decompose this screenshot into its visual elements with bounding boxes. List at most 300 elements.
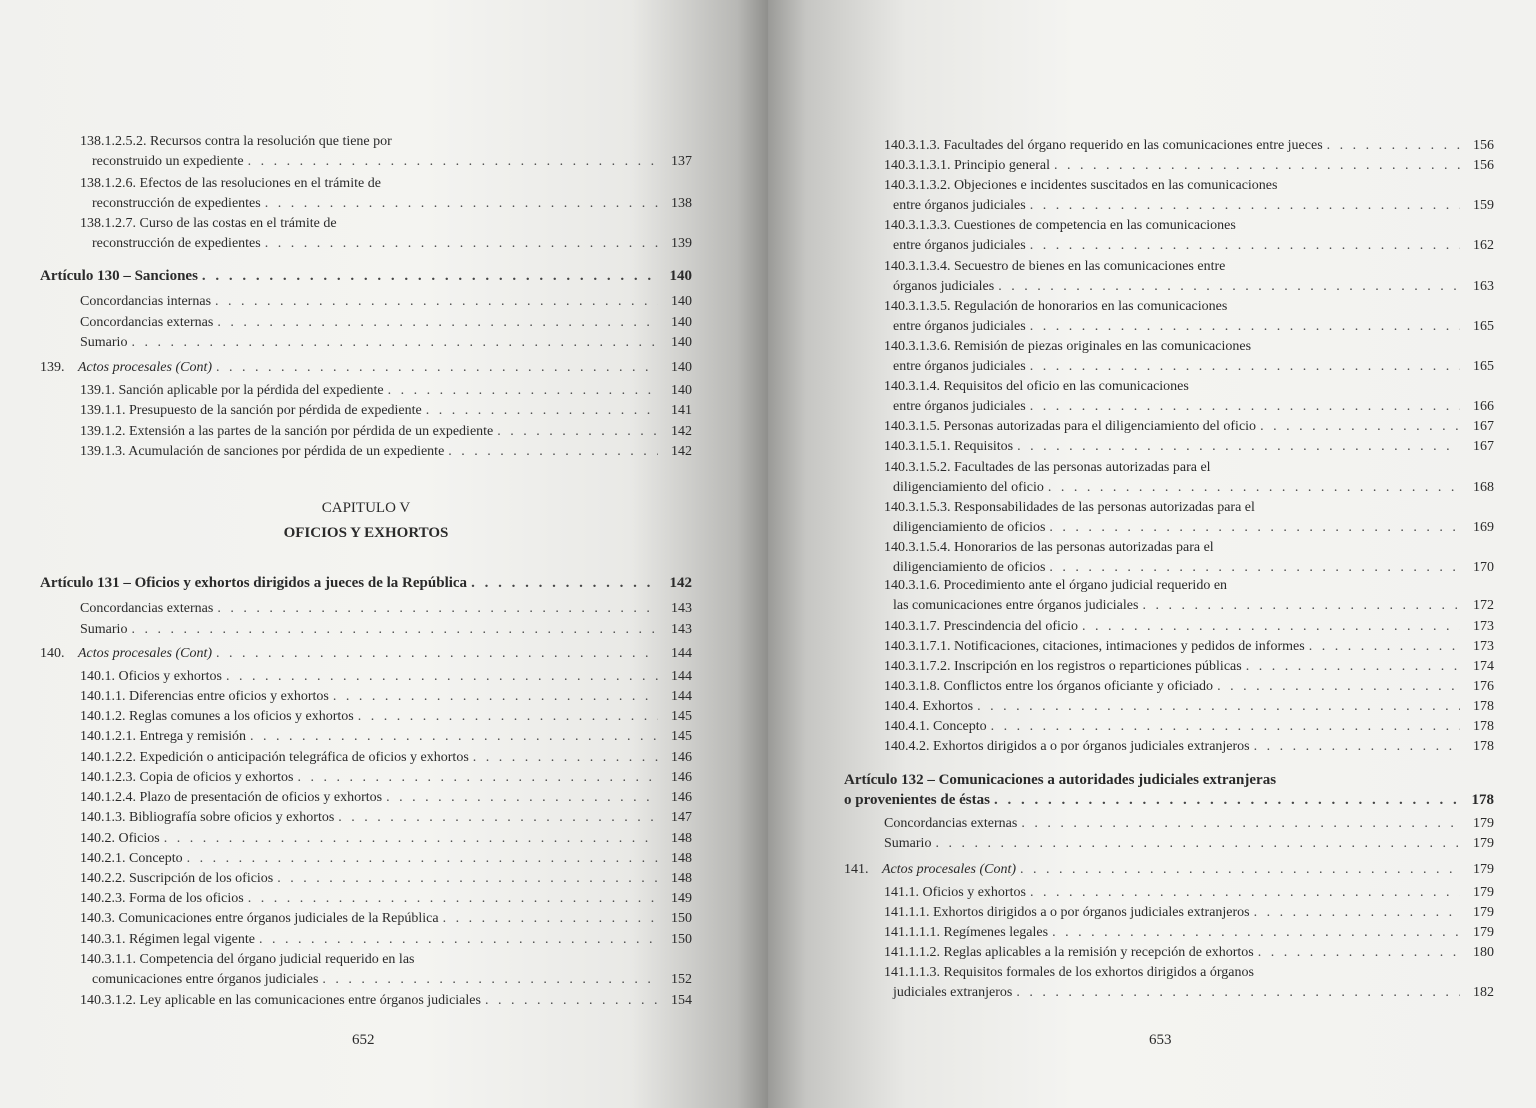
toc-page-number: 137 <box>671 154 692 169</box>
toc-entry-text: Actos procesales (Cont) <box>78 646 213 661</box>
toc-entry-text: 140.2.2. Suscripción de los oficios <box>80 871 274 886</box>
toc-page-number: 156 <box>1473 138 1494 153</box>
toc-entry-text: 139.1.2. Extensión a las partes de la sanción por pérdida de un expediente <box>80 424 494 439</box>
toc-entry <box>844 377 1494 397</box>
toc-entry-text: Actos procesales (Cont) <box>882 862 1017 877</box>
toc-entry <box>40 266 692 286</box>
toc-page-number: 146 <box>671 770 692 785</box>
toc-entry <box>40 194 692 214</box>
toc-entry-title <box>893 317 1026 337</box>
toc-entry <box>844 498 1494 518</box>
dot-leader <box>1327 136 1460 156</box>
toc-entry-text: 140.4.2. Exhortos dirigidos a o por órganos judiciales extranjeros <box>884 739 1250 754</box>
toc-page-number: 145 <box>671 709 692 724</box>
dot-leader <box>250 727 658 747</box>
toc-page-number: 167 <box>1473 439 1494 454</box>
toc-page-number: 176 <box>1473 679 1494 694</box>
toc-entry-text: 140.3.1.3.6. Remisión de piezas originales en las comunicaciones <box>884 339 1252 354</box>
toc-entry <box>40 152 692 172</box>
dot-leader <box>1030 357 1460 377</box>
toc-entry-text: reconstruido un expediente <box>92 154 244 169</box>
toc-entry-title <box>80 829 160 849</box>
dot-leader <box>1017 437 1460 457</box>
toc-entry-text: 140.1.1. Diferencias entre oficios y exhortos <box>80 689 329 704</box>
toc-entry-title <box>884 737 1250 757</box>
toc-entry-title <box>893 983 1012 1003</box>
toc-entry <box>40 214 692 234</box>
toc-page-number: 140 <box>671 294 692 309</box>
dot-leader <box>358 707 658 727</box>
toc-entry-title <box>40 266 198 286</box>
toc-entry-text: diligenciamiento de oficios <box>893 560 1046 575</box>
dot-leader <box>1030 397 1460 417</box>
toc-entry-text: órganos judiciales <box>893 279 995 294</box>
toc-entry-text: 140.1. Oficios y exhortos <box>80 669 222 684</box>
toc-entry-title <box>893 478 1044 498</box>
toc-entry-title <box>893 558 1045 578</box>
toc-page-number: 139 <box>671 236 692 251</box>
chapter-label: CAPITULO V <box>321 500 411 516</box>
toc-entry <box>40 889 692 909</box>
toc-entry-text: 140.3.1.3.4. Secuestro de bienes en las comunicaciones entre <box>884 259 1226 274</box>
toc-entry-text: 140.3.1.5.2. Facultades de las personas autorizadas para el <box>884 460 1211 475</box>
toc-entry <box>40 768 692 788</box>
toc-entry <box>844 196 1494 216</box>
toc-entry-title <box>80 889 244 909</box>
toc-entry-text: 140.3.1.3. Facultades del órgano requerido en las comunicaciones entre jueces <box>884 138 1323 153</box>
toc-entry-title <box>80 788 382 808</box>
toc-page-number: 179 <box>1473 816 1494 831</box>
toc-page-number: 166 <box>1473 399 1494 414</box>
toc-entry-title <box>80 214 337 234</box>
toc-page-number: 142 <box>671 444 692 459</box>
toc-entry-text: Concordancias externas <box>80 315 214 330</box>
toc-entry-title <box>893 357 1026 377</box>
toc-entry-text: 140.3.1.3.1. Principio general <box>884 158 1051 173</box>
toc-entry-title <box>884 257 1225 277</box>
toc-entry-text: 140.1.2.3. Copia de oficios y exhortos <box>80 770 294 785</box>
toc-entry-title <box>884 883 1026 903</box>
toc-entry-title <box>80 727 246 747</box>
toc-entry-text: 140.3.1.2. Ley aplicable en las comunicaciones entre órganos judiciales <box>80 993 481 1008</box>
toc-page-number: 165 <box>1473 359 1494 374</box>
dot-leader <box>333 687 658 707</box>
toc-page-number: 140 <box>671 360 692 375</box>
toc-entry-text: 140.2.1. Concepto <box>80 851 183 866</box>
toc-entry-text: 141.1. Oficios y exhortos <box>884 885 1026 900</box>
toc-page-number: 159 <box>1473 198 1494 213</box>
toc-entry <box>844 883 1494 903</box>
toc-entry <box>40 442 692 462</box>
toc-entry-text: Concordancias externas <box>80 601 214 616</box>
toc-entry <box>40 358 692 378</box>
toc-entry-title <box>80 950 414 970</box>
dot-leader <box>1052 923 1460 943</box>
toc-page-number: 179 <box>1473 836 1494 851</box>
toc-page-number: 179 <box>1473 905 1494 920</box>
toc-entry <box>844 963 1494 983</box>
toc-entry <box>844 538 1494 558</box>
toc-page-number: 148 <box>671 851 692 866</box>
toc-entry <box>844 697 1494 717</box>
toc-entry-text: 141.1.1. Exhortos dirigidos a o por órganos judiciales extranjeros <box>884 905 1250 920</box>
toc-entry <box>844 337 1494 357</box>
toc-entry-title <box>80 748 469 768</box>
toc-entry-title <box>884 617 1078 637</box>
toc-page-number: 138 <box>671 196 692 211</box>
toc-entry <box>844 834 1494 854</box>
toc-entry-title <box>884 156 1050 176</box>
toc-entry-text: 139.1. Sanción aplicable por la pérdida del expediente <box>80 383 384 398</box>
toc-entry-title <box>884 216 1236 236</box>
dot-leader <box>265 194 658 214</box>
toc-entry-text: las comunicaciones entre órganos judiciales <box>893 598 1139 613</box>
dot-leader <box>265 234 658 254</box>
toc-entry-text: 140.3.1.7. Prescindencia del oficio <box>884 619 1079 634</box>
dot-leader <box>935 834 1460 854</box>
toc-entry <box>40 808 692 828</box>
toc-entry-text: 140.1.2. Reglas comunes a los oficios y exhortos <box>80 709 354 724</box>
toc-entry <box>40 869 692 889</box>
toc-entry-title <box>80 174 381 194</box>
toc-page-number: 146 <box>671 790 692 805</box>
toc-entry-title <box>80 707 354 727</box>
toc-entry <box>844 518 1494 538</box>
toc-entry <box>844 417 1494 437</box>
toc-entry <box>844 983 1494 1003</box>
toc-entry <box>40 313 692 333</box>
toc-entry-title <box>80 991 481 1011</box>
toc-entry-text: 140.3.1.5.1. Requisitos <box>884 439 1014 454</box>
toc-entry-text: 138.1.2.5.2. Recursos contra la resolución que tiene por <box>80 134 392 149</box>
toc-entry <box>844 903 1494 923</box>
dot-leader <box>977 697 1460 717</box>
toc-entry-text: 140.3.1.6. Procedimiento ante el órgano judicial requerido en <box>884 578 1228 593</box>
toc-page-number: 144 <box>671 669 692 684</box>
toc-entry <box>40 234 692 254</box>
toc-entry <box>40 707 692 727</box>
toc-entry-title <box>884 677 1213 697</box>
toc-entry-title <box>92 152 244 172</box>
toc-page-number: 140 <box>671 335 692 350</box>
dot-leader <box>187 849 658 869</box>
dot-leader <box>216 358 658 378</box>
dot-leader <box>1309 637 1460 657</box>
toc-entry-title <box>893 518 1045 538</box>
toc-entry-text: 140.4. Exhortos <box>884 699 974 714</box>
toc-entry-title <box>884 834 931 854</box>
toc-entry-title <box>80 381 384 401</box>
toc-entry-title <box>80 620 127 640</box>
toc-entry-title <box>80 292 211 312</box>
toc-entry-title <box>884 903 1250 923</box>
toc-entry <box>844 860 1494 880</box>
toc-page-number: 142 <box>671 424 692 439</box>
dot-leader <box>131 333 658 353</box>
toc-entry-text: 139.1.1. Presupuesto de la sanción por pérdida de expediente <box>80 403 422 418</box>
toc-entry <box>844 596 1494 616</box>
toc-entry-text: entre órganos judiciales <box>893 359 1026 374</box>
toc-entry-title <box>80 667 222 687</box>
dot-leader <box>1030 317 1460 337</box>
toc-entry-text: 141.1.1.1. Regímenes legales <box>884 925 1049 940</box>
dot-leader <box>1030 236 1460 256</box>
toc-entry <box>844 257 1494 277</box>
dot-leader <box>164 829 658 849</box>
dot-leader <box>322 970 658 990</box>
toc-entry-text: 140.3.1.5.3. Responsabilidades de las personas autorizadas para el <box>884 500 1255 515</box>
dot-leader <box>1016 983 1460 1003</box>
dot-leader <box>386 788 658 808</box>
toc-entry-text: entre órganos judiciales <box>893 399 1026 414</box>
toc-page-number: 172 <box>1473 598 1494 613</box>
toc-entry-title <box>893 596 1138 616</box>
dot-leader <box>473 748 658 768</box>
toc-entry-number: 139. <box>40 360 65 375</box>
toc-entry <box>844 176 1494 196</box>
toc-page-number: 162 <box>1473 238 1494 253</box>
toc-entry-title <box>884 498 1255 518</box>
toc-entry <box>844 814 1494 834</box>
toc-page-number: 178 <box>1471 792 1494 808</box>
toc-entry <box>40 422 692 442</box>
toc-page-number: 173 <box>1473 619 1494 634</box>
dot-leader <box>259 930 658 950</box>
page-number-left: 652 <box>352 1032 375 1048</box>
toc-entry <box>40 573 692 593</box>
toc-entry <box>844 437 1494 457</box>
toc-page-number: 148 <box>671 871 692 886</box>
toc-entry-title <box>80 442 444 462</box>
toc-entry-title <box>884 417 1256 437</box>
toc-page-number: 140 <box>671 315 692 330</box>
dot-leader <box>998 277 1460 297</box>
toc-entry-title <box>80 132 392 152</box>
toc-entry <box>844 770 1494 790</box>
toc-entry <box>40 620 692 640</box>
toc-entry-text: 140.4.1. Concepto <box>884 719 987 734</box>
right-page <box>768 0 1536 1108</box>
dot-leader <box>443 909 658 929</box>
dot-leader <box>1082 617 1460 637</box>
toc-entry <box>40 748 692 768</box>
toc-entry-text: 139.1.3. Acumulación de sanciones por pérdida de un expediente <box>80 444 445 459</box>
dot-leader <box>388 381 658 401</box>
toc-entry-text: diligenciamiento de oficios <box>893 520 1046 535</box>
toc-entry-title <box>40 644 212 664</box>
toc-entry <box>844 458 1494 478</box>
toc-entry-title <box>80 909 439 929</box>
dot-leader <box>994 790 1460 810</box>
toc-entry <box>844 657 1494 677</box>
dot-leader <box>217 599 658 619</box>
dot-leader <box>471 573 658 593</box>
toc-entry-title <box>884 176 1277 196</box>
toc-entry-text: reconstrucción de expedientes <box>92 196 261 211</box>
toc-entry <box>40 174 692 194</box>
toc-entry-text: 138.1.2.7. Curso de las costas en el trámite de <box>80 216 337 231</box>
toc-entry-title <box>40 573 467 593</box>
toc-entry <box>40 333 692 353</box>
toc-entry <box>844 923 1494 943</box>
dot-leader <box>215 292 658 312</box>
toc-page-number: 179 <box>1473 885 1494 900</box>
dot-leader <box>277 869 658 889</box>
dot-leader <box>1049 558 1460 578</box>
toc-entry-text: 140.3.1. Régimen legal vigente <box>80 932 255 947</box>
toc-entry-title <box>893 277 994 297</box>
toc-entry-text: 140.2.3. Forma de los oficios <box>80 891 244 906</box>
toc-entry <box>844 558 1494 578</box>
toc-entry-text: 140.3.1.3.2. Objeciones e incidentes suscitados en las comunicaciones <box>884 178 1278 193</box>
toc-entry <box>40 381 692 401</box>
toc-entry <box>40 727 692 747</box>
toc-page-number: 150 <box>671 911 692 926</box>
toc-entry-title <box>80 313 213 333</box>
toc-entry-text: 138.1.2.6. Efectos de las resoluciones en el trámite de <box>80 176 381 191</box>
toc-entry-title <box>884 576 1227 596</box>
toc-entry-text: 140.2. Oficios <box>80 831 160 846</box>
toc-entry <box>844 637 1494 657</box>
toc-entry-text: 140.3.1.7.2. Inscripción en los registros o reparticiones públicas <box>884 659 1242 674</box>
toc-page-number: 143 <box>671 622 692 637</box>
toc-page-number: 148 <box>671 831 692 846</box>
toc-entry <box>844 576 1494 596</box>
toc-page-number: 146 <box>671 750 692 765</box>
toc-entry <box>40 970 692 990</box>
toc-entry-text: comunicaciones entre órganos judiciales <box>92 972 319 987</box>
toc-entry-title <box>884 377 1189 397</box>
dot-leader <box>1254 737 1460 757</box>
toc-entry-text: diligenciamiento del oficio <box>893 480 1044 495</box>
toc-entry <box>844 357 1494 377</box>
toc-entry <box>844 277 1494 297</box>
dot-leader <box>1049 518 1460 538</box>
toc-entry-text: Sumario <box>80 335 128 350</box>
toc-entry-text: Artículo 130 – Sanciones <box>40 268 198 284</box>
toc-page-number: 179 <box>1473 925 1494 940</box>
dot-leader <box>1030 883 1460 903</box>
toc-page-number: 147 <box>671 810 692 825</box>
toc-entry-text: Artículo 132 – Comunicaciones a autoridades judiciales extranjeras <box>844 772 1277 788</box>
toc-entry <box>844 790 1494 810</box>
dot-leader <box>297 768 658 788</box>
dot-leader <box>226 667 658 687</box>
toc-entry <box>844 236 1494 256</box>
toc-entry <box>40 950 692 970</box>
toc-entry-title <box>80 768 293 788</box>
dot-leader <box>426 401 658 421</box>
toc-entry-text: 140.3.1.8. Conflictos entre los órganos oficiante y oficiado <box>884 679 1214 694</box>
toc-page-number: 182 <box>1473 985 1494 1000</box>
toc-page-number: 165 <box>1473 319 1494 334</box>
toc-entry-title <box>884 943 1254 963</box>
dot-leader <box>1258 943 1460 963</box>
toc-page-number: 140 <box>671 383 692 398</box>
toc-entry <box>844 397 1494 417</box>
toc-entry-title <box>80 808 334 828</box>
dot-leader <box>1142 596 1460 616</box>
toc-entry-number: 140. <box>40 646 65 661</box>
toc-entry <box>40 788 692 808</box>
toc-entry-title <box>92 194 261 214</box>
toc-entry-title <box>884 697 973 717</box>
toc-entry-text: 140.1.3. Bibliografía sobre oficios y exhortos <box>80 810 335 825</box>
toc-page-number: 174 <box>1473 659 1494 674</box>
toc-entry-title <box>80 849 183 869</box>
toc-page-number: 179 <box>1473 862 1494 877</box>
toc-page-number: 150 <box>671 932 692 947</box>
dot-leader <box>248 152 658 172</box>
toc-page-number: 168 <box>1473 480 1494 495</box>
page-number-right: 653 <box>1149 1032 1172 1048</box>
dot-leader <box>1246 657 1460 677</box>
toc-entry-text: 141.1.1.2. Reglas aplicables a la remisión y recepción de exhortos <box>884 945 1254 960</box>
toc-entry <box>40 132 692 152</box>
toc-entry <box>844 943 1494 963</box>
toc-entry-text: 140.3.1.1. Competencia del órgano judicial requerido en las <box>80 952 415 967</box>
toc-entry <box>844 136 1494 156</box>
toc-entry-title <box>844 790 990 810</box>
toc-entry-title <box>884 963 1254 983</box>
dot-leader <box>497 422 658 442</box>
toc-entry-title <box>40 358 212 378</box>
toc-page-number: 142 <box>669 575 692 591</box>
toc-entry <box>844 156 1494 176</box>
toc-page-number: 156 <box>1473 158 1494 173</box>
toc-entry <box>844 317 1494 337</box>
toc-page-number: 144 <box>671 646 692 661</box>
toc-entry-title <box>884 538 1214 558</box>
toc-entry-title <box>80 930 255 950</box>
toc-entry-title <box>893 397 1026 417</box>
dot-leader <box>1260 417 1460 437</box>
toc-entry-title <box>884 717 987 737</box>
toc-entry-text: 140.1.2.1. Entrega y remisión <box>80 729 247 744</box>
toc-entry <box>844 216 1494 236</box>
toc-entry-title <box>884 814 1017 834</box>
toc-entry-text: 141.1.1.3. Requisitos formales de los exhortos dirigidos a órganos <box>884 965 1254 980</box>
toc-entry-title <box>80 422 493 442</box>
toc-entry <box>844 617 1494 637</box>
dot-leader <box>131 620 658 640</box>
toc-entry-text: 140.3.1.3.3. Cuestiones de competencia en las comunicaciones <box>884 218 1236 233</box>
toc-page-number: 144 <box>671 689 692 704</box>
toc-entry-text: Concordancias internas <box>80 294 212 309</box>
toc-page-number: 141 <box>671 403 692 418</box>
toc-entry-title <box>92 970 318 990</box>
dot-leader <box>1021 814 1460 834</box>
toc-entry-title <box>80 333 127 353</box>
toc-entry <box>40 667 692 687</box>
dot-leader <box>1254 903 1460 923</box>
dot-leader <box>216 644 658 664</box>
toc-entry <box>844 478 1494 498</box>
toc-entry <box>40 849 692 869</box>
toc-entry-text: 140.3.1.7.1. Notificaciones, citaciones, intimaciones y pedidos de informes <box>884 639 1305 654</box>
toc-entry-text: o provenientes de éstas <box>844 792 990 808</box>
toc-entry-title <box>884 437 1013 457</box>
toc-entry <box>40 991 692 1011</box>
toc-page-number: 178 <box>1473 699 1494 714</box>
toc-entry-title <box>884 337 1251 357</box>
toc-entry-title <box>884 458 1211 478</box>
toc-entry-text: entre órganos judiciales <box>893 238 1026 253</box>
toc-entry-title <box>80 401 422 421</box>
toc-page-number: 180 <box>1473 945 1494 960</box>
toc-entry-title <box>884 923 1048 943</box>
toc-entry <box>844 677 1494 697</box>
